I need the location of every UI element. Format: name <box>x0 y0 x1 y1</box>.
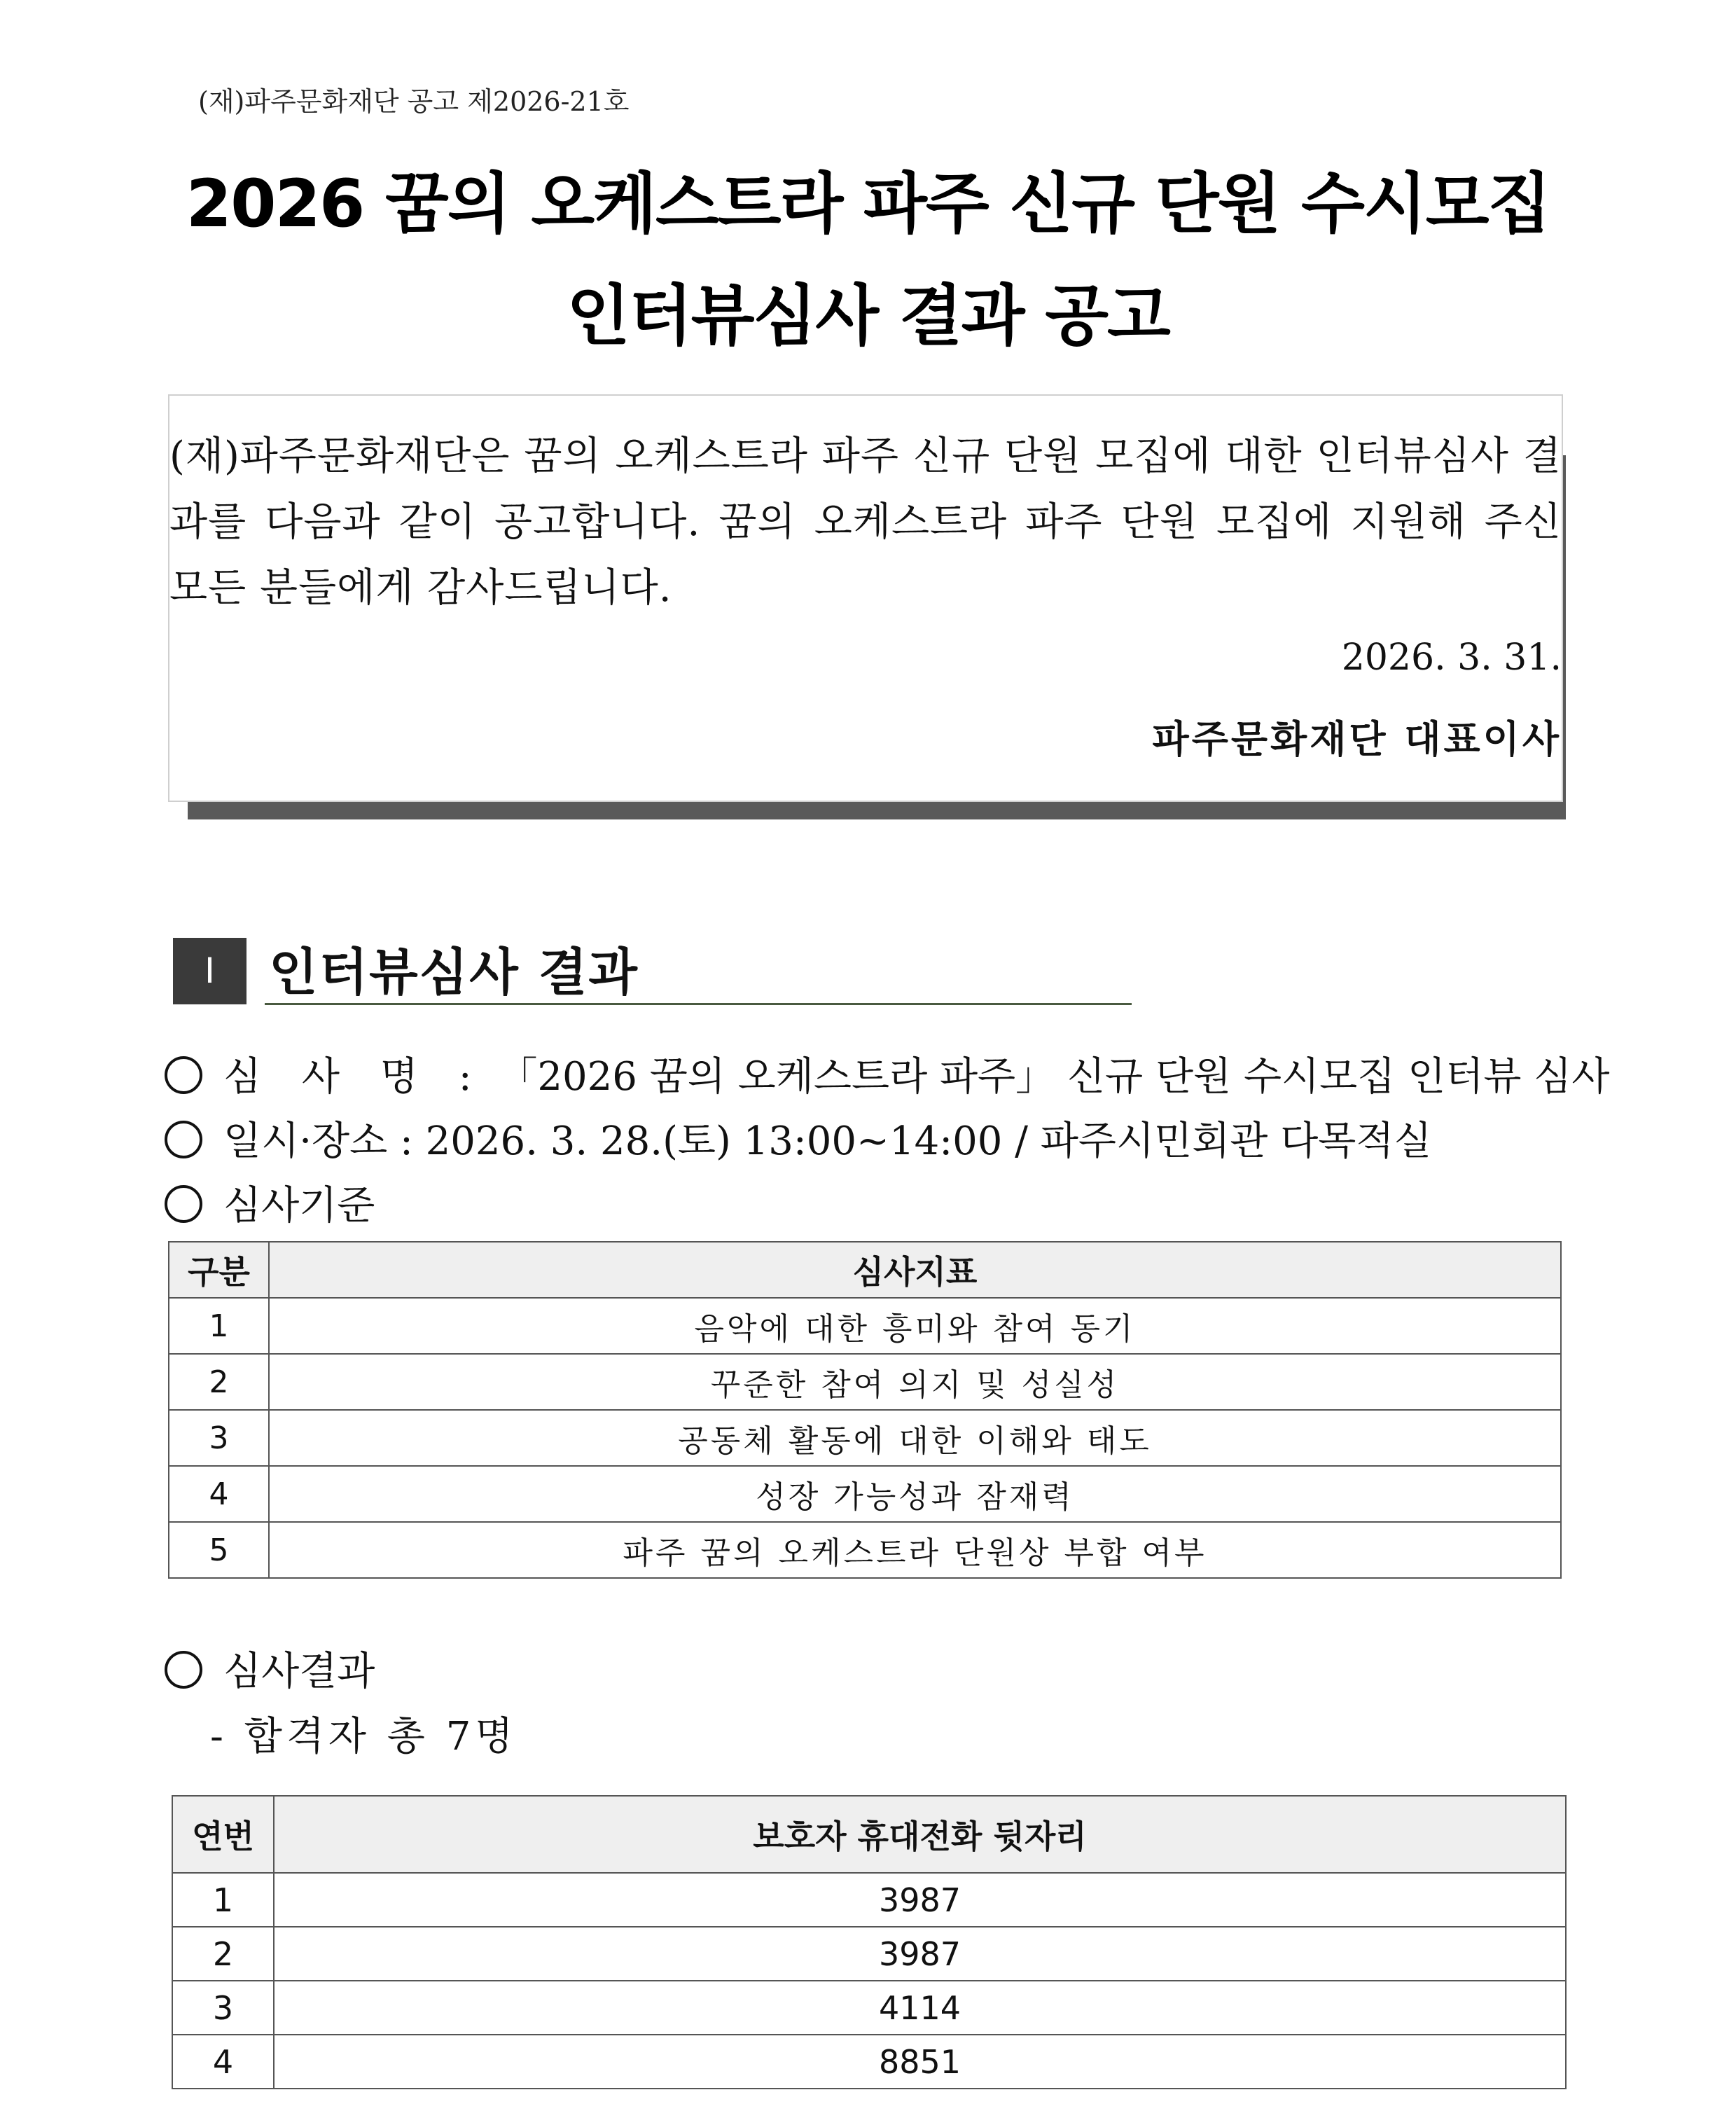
table-row <box>172 1981 1566 2035</box>
circle-bullet-icon <box>165 1121 202 1158</box>
table-cell-number: 2 <box>169 1354 269 1410</box>
table-cell-number: 3 <box>172 1981 274 2035</box>
table-cell-phone-digits: 8851 <box>274 2035 1566 2089</box>
section-title: 인터뷰심사 결과 <box>269 943 639 1002</box>
table-row <box>172 2035 1566 2089</box>
schedule-value: 2026. 3. 28.(토) 13:00~14:00 / 파주시민회관 다목적실 <box>425 1119 1432 1164</box>
title-line-1: 2026 꿈의 오케스트라 파주 신규 단원 수시모집 <box>186 166 1550 242</box>
criteria-table <box>168 1241 1562 1579</box>
table-cell-number: 4 <box>172 2035 274 2089</box>
title-line-2: 인터뷰심사 결과 공고 <box>567 278 1169 354</box>
table-cell-criterion: 음악에 대한 흥미와 참여 동기 <box>269 1298 1561 1354</box>
table-row <box>172 1873 1566 1927</box>
circle-bullet-icon <box>165 1056 202 1094</box>
table-row <box>169 1354 1561 1410</box>
table-header-cell: 심사지표 <box>269 1242 1561 1298</box>
schedule-label: 일시·장소 : <box>223 1119 413 1164</box>
table-cell-criterion: 꾸준한 참여 의지 및 성실성 <box>269 1354 1561 1410</box>
bullet-criteria <box>165 1175 375 1231</box>
table-cell-number: 5 <box>169 1522 269 1578</box>
table-cell-number: 3 <box>169 1410 269 1466</box>
section-number-marker: Ⅰ <box>173 938 246 1004</box>
table-header-cell: 구분 <box>169 1242 269 1298</box>
table-cell-phone-digits: 3987 <box>274 1873 1566 1927</box>
table-row <box>169 1522 1561 1578</box>
table-cell-number: 1 <box>169 1298 269 1354</box>
table-cell-criterion: 공동체 활동에 대한 이해와 태도 <box>269 1410 1561 1466</box>
table-row <box>169 1298 1561 1354</box>
table-header-cell: 보호자 휴대전화 뒷자리 <box>274 1796 1566 1873</box>
criteria-label: 심사기준 <box>223 1183 375 1228</box>
table-row <box>172 1927 1566 1981</box>
bullet-review-name <box>165 1046 1609 1102</box>
table-header-cell: 연번 <box>172 1796 274 1873</box>
table-cell-criterion: 성장 가능성과 잠재력 <box>269 1466 1561 1522</box>
notice-date: 2026. 3. 31. <box>1341 637 1562 679</box>
bullet-schedule <box>165 1110 1432 1166</box>
table-cell-number: 1 <box>172 1873 274 1927</box>
circle-bullet-icon <box>165 1651 202 1689</box>
table-header-row <box>172 1796 1566 1873</box>
table-cell-number: 2 <box>172 1927 274 1981</box>
table-row <box>169 1466 1561 1522</box>
result-summary: - 합격자 총 7명 <box>210 1714 518 1759</box>
review-name-value: 「2026 꿈의 오케스트라 파주」 신규 단원 수시모집 인터뷰 심사 <box>498 1054 1610 1100</box>
table-header-row <box>169 1242 1561 1298</box>
document-number: (재)파주문화재단 공고 제2026-21호 <box>198 86 630 117</box>
review-name-label: 심 사 명 : <box>223 1054 486 1100</box>
notice-box <box>168 394 1563 802</box>
notice-signature: 파주문화재단 대표이사 <box>1152 717 1562 761</box>
table-cell-number: 4 <box>169 1466 269 1522</box>
result-label: 심사결과 <box>223 1649 375 1694</box>
page-title <box>0 148 1736 373</box>
table-cell-phone-digits: 3987 <box>274 1927 1566 1981</box>
notice-body: (재)파주문화재단은 꿈의 오케스트라 파주 신규 단원 모집에 대한 인터뷰심사 결과를 다음과 같이 공고합니다. 꿈의 오케스트라 파주 단원 모집에 지원해 주신 모든 분들에게 감사드립니다. <box>169 434 1562 611</box>
table-cell-criterion: 파주 꿈의 오케스트라 단원상 부합 여부 <box>269 1522 1561 1578</box>
section-underline <box>265 1003 1132 1005</box>
table-row <box>169 1410 1561 1466</box>
table-cell-phone-digits: 4114 <box>274 1981 1566 2035</box>
results-table <box>172 1795 1567 2089</box>
bullet-result <box>165 1640 375 1696</box>
circle-bullet-icon <box>165 1185 202 1223</box>
